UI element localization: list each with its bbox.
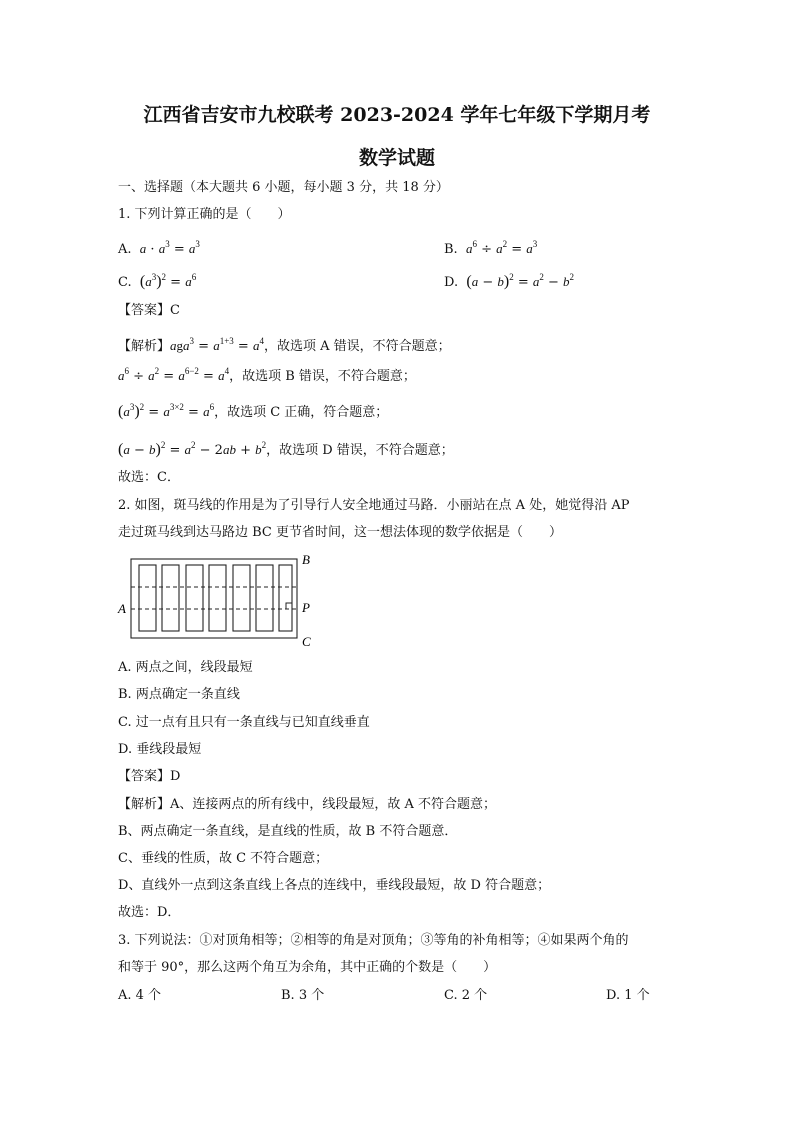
- q1-option-c: C. $(a^3)^2 = a^6$: [118, 272, 197, 290]
- q1-analysis-line2-tail: ，故选项 B 错误，不符合题意；: [229, 369, 416, 384]
- q1-analysis-line4: $(a - b)^2 = a^2 - 2ab + b^2$，故选项 D 错误，不符合题意；: [118, 440, 454, 458]
- q1-option-a-prefix: A.: [118, 242, 132, 257]
- q1-option-d-prefix: D.: [444, 275, 459, 290]
- q2-analysis-line4: D、直线外一点到这条直线上各点的连线中，垂线段最短，故 D 符合题意；: [118, 878, 551, 893]
- q3-option-c: C. 2 个: [444, 988, 488, 1003]
- q2-stem-line1: 2. 如图，斑马线的作用是为了引导行人安全地通过马路．小丽站在点 A 处，她觉得沿 AP: [118, 498, 630, 513]
- q2-analysis-line1: 【解析】A、连接两点的所有线中，线段最短，故 A 不符合题意；: [118, 797, 497, 812]
- title-line2: 数学试题: [358, 147, 435, 169]
- q2-answer: 【答案】D: [118, 769, 181, 784]
- q1-stem: 1. 下列计算正确的是（ ）: [118, 207, 291, 222]
- q2-option-a: A. 两点之间，线段最短: [118, 660, 253, 675]
- figure-label-c: C: [302, 634, 311, 649]
- q1-analysis-line4-tail: ，故选项 D 错误，不符合题意；: [266, 443, 454, 458]
- q1-analysis-line3-tail: ，故选项 C 正确，符合题意；: [214, 405, 389, 420]
- q1-analysis-line3: $(a^3)^2 = a^{3\times 2} = a^6$，故选项 C 正确，符合题意；: [118, 402, 389, 420]
- q1-analysis-line1: 【解析】$aga^3 = a^{1+3} = a^4$，故选项 A 错误，不符合题意；: [118, 336, 451, 354]
- q3-stem-line1: 3. 下列说法：①对顶角相等；②相等的角是对顶角；③等角的补角相等；④如果两个角的: [118, 933, 629, 948]
- q2-option-d: D. 垂线段最短: [118, 742, 202, 757]
- q1-analysis-line1-tail: ，故选项 A 错误，不符合题意；: [263, 339, 451, 354]
- q2-choose: 故选：D．: [118, 905, 181, 920]
- q1-analysis-label: 【解析】: [118, 339, 171, 354]
- q2-analysis-line3: C、垂线的性质，故 C 不符合题意；: [118, 851, 329, 866]
- q2-option-b: B. 两点确定一条直线: [118, 687, 240, 702]
- title-line1: 江西省吉安市九校联考 2023-2024 学年七年级下学期月考: [143, 104, 651, 126]
- zebra-crossing-figure: [116, 550, 316, 650]
- q3-option-b: B. 3 个: [281, 988, 325, 1003]
- q2-stem-line2: 走过斑马线到达马路边 BC 更节省时间，这一想法体现的数学依据是（ ）: [118, 525, 563, 540]
- figure-label-a: A: [118, 601, 126, 616]
- q3-option-d: D. 1 个: [606, 988, 650, 1003]
- q2-option-c: C. 过一点有且只有一条直线与已知直线垂直: [118, 715, 370, 730]
- q1-option-d: D. $(a - b)^2 = a^2 - b^2$: [444, 272, 575, 290]
- q2-analysis-line2: B、两点确定一条直线，是直线的性质，故 B 不符合题意．: [118, 824, 458, 839]
- q1-option-a: A. $a \cdot a^3 = a^3$: [118, 239, 200, 257]
- figure-label-p: P: [302, 600, 310, 615]
- q1-option-b-prefix: B.: [444, 242, 458, 257]
- q3-option-a: A. 4 个: [118, 988, 162, 1003]
- q3-stem-line2: 和等于 90°，那么这两个角互为余角，其中正确的个数是（ ）: [118, 960, 497, 975]
- q1-analysis-line2: $a^6 \div a^2 = a^{6-2} = a^4$，故选项 B 错误，不符合题意；: [118, 366, 416, 384]
- q1-option-c-prefix: C.: [118, 275, 132, 290]
- figure-label-b: B: [302, 552, 310, 567]
- q1-answer: 【答案】C: [118, 303, 180, 318]
- q1-choose: 故选：C．: [118, 470, 180, 485]
- section-heading: 一、选择题（本大题共 6 小题，每小题 3 分，共 18 分）: [118, 180, 449, 195]
- q1-option-b: B. $a^6 \div a^2 = a^3$: [444, 239, 538, 257]
